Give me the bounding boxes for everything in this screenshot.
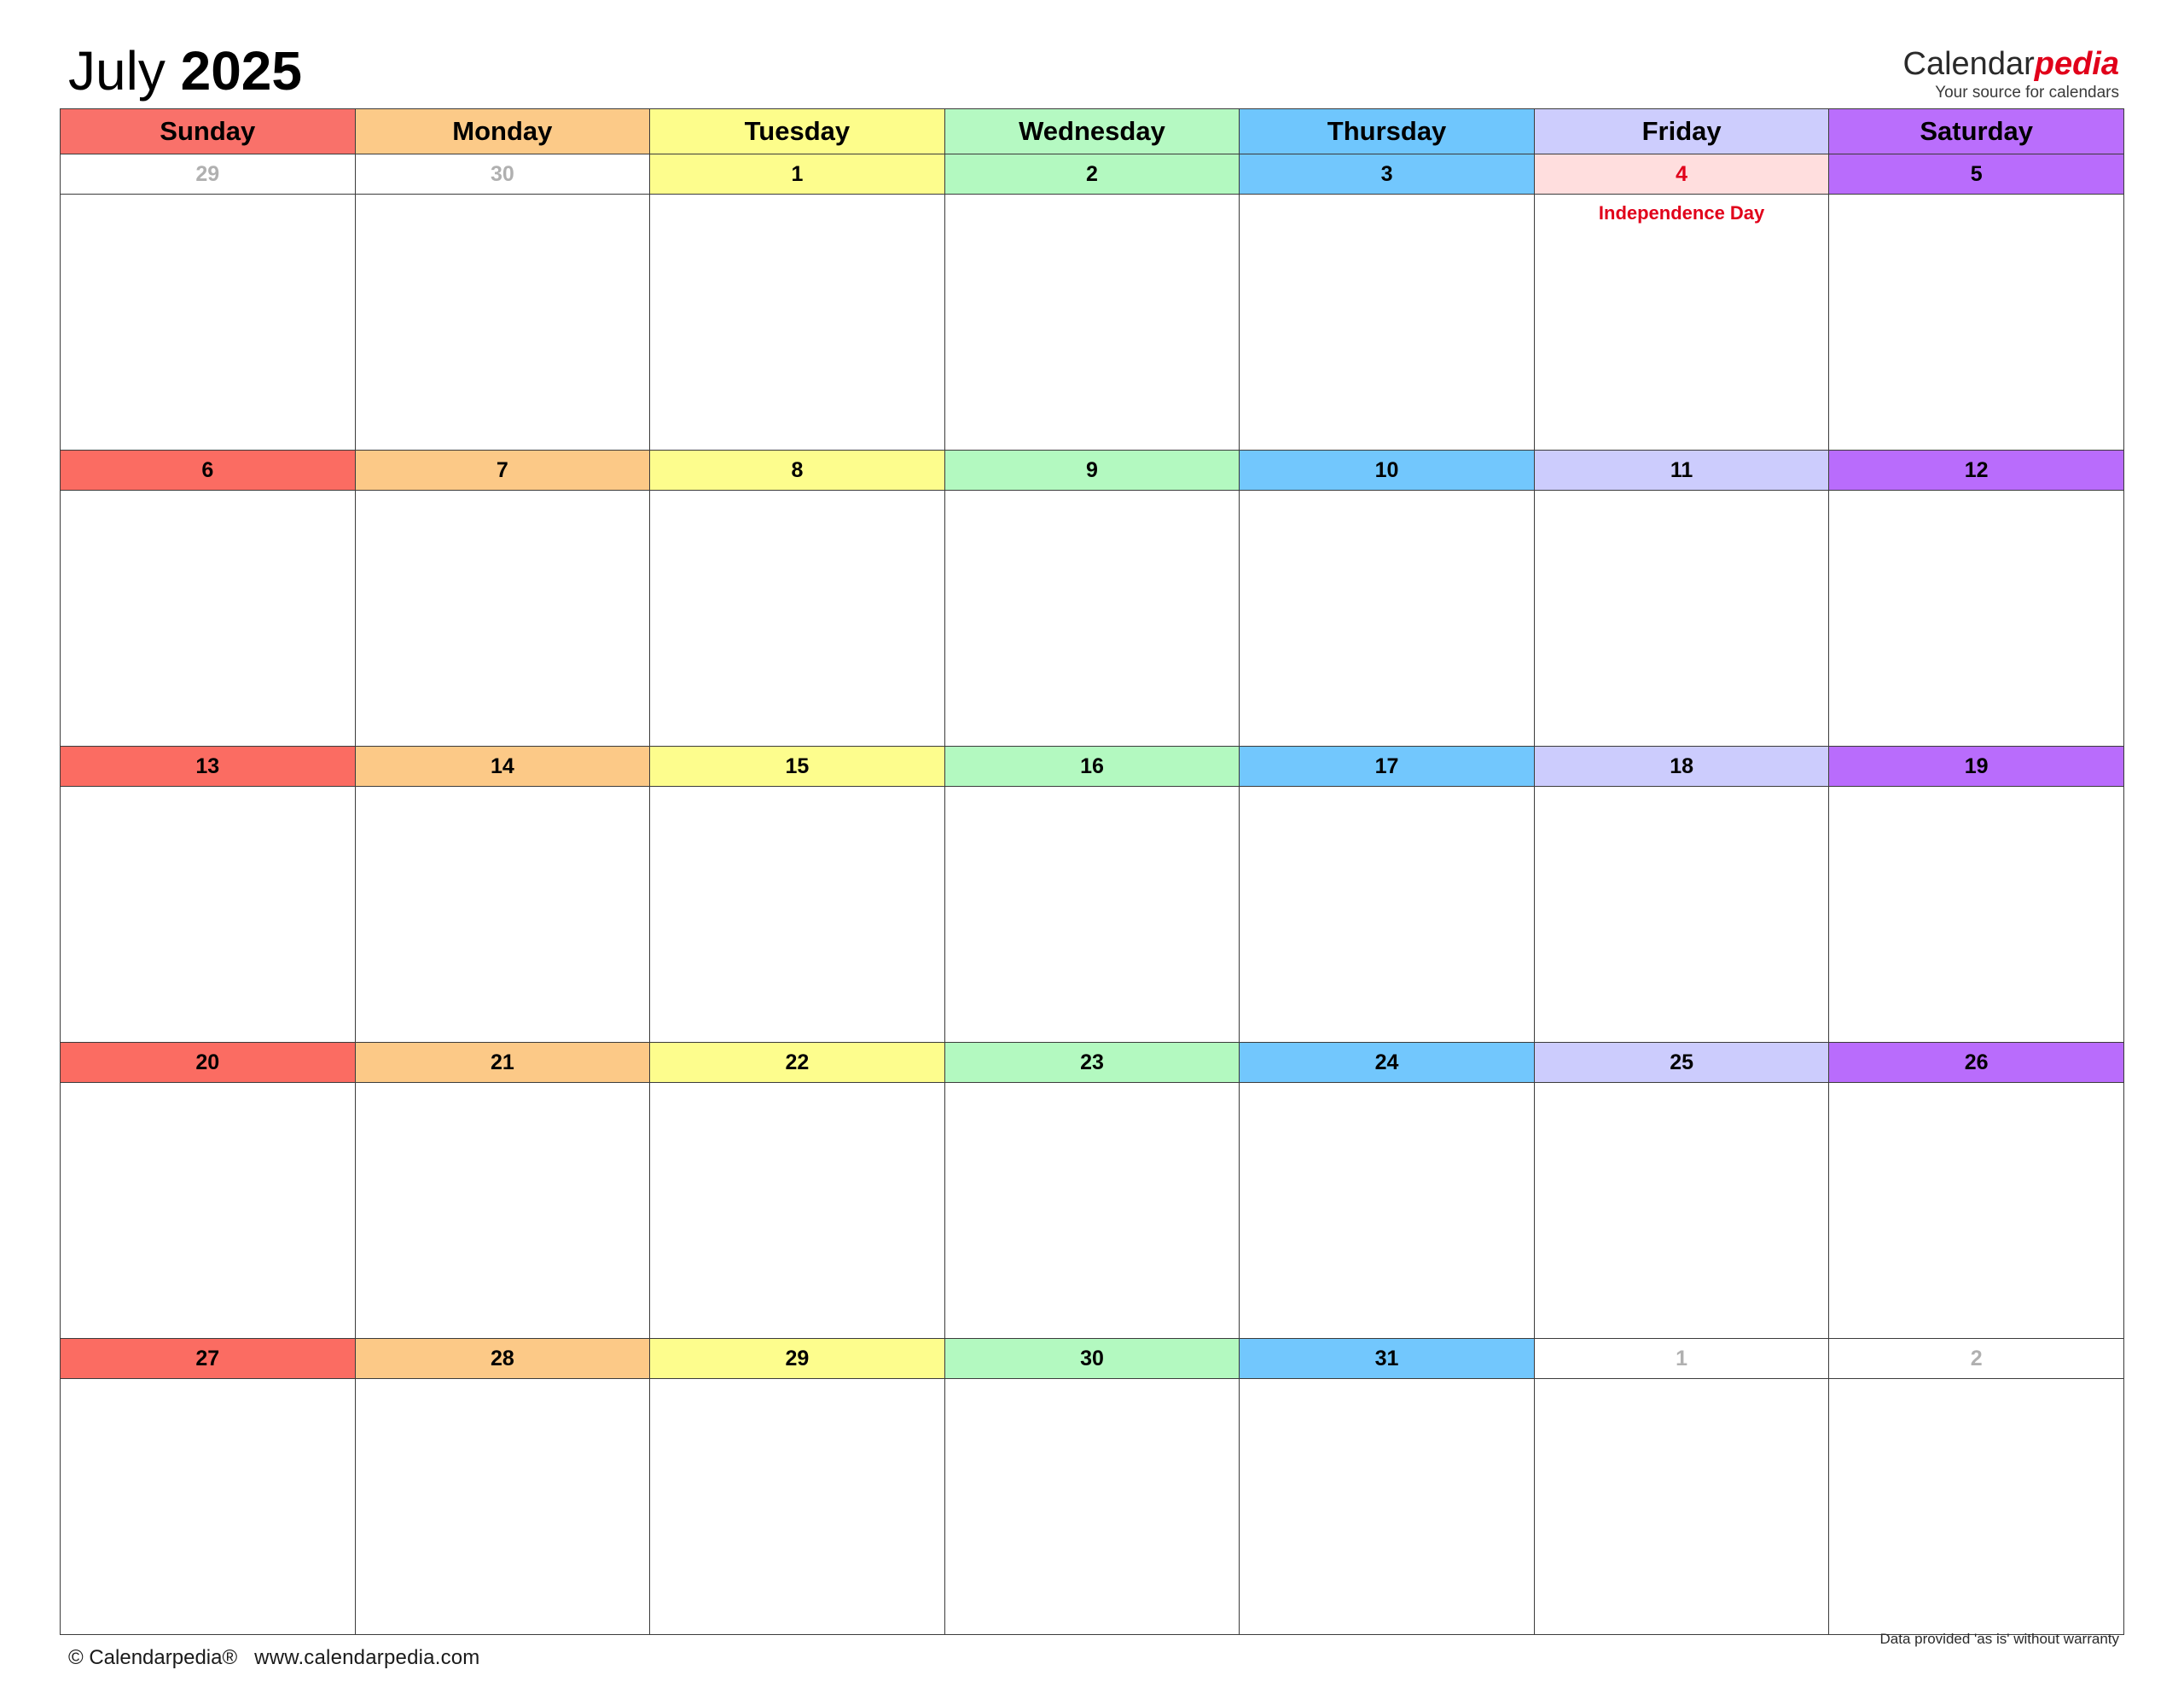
website-link[interactable]: www.calendarpedia.com	[254, 1646, 480, 1669]
date-number-cell[interactable]: 1	[1534, 1338, 1829, 1378]
date-number-cell[interactable]: 12	[1829, 450, 2124, 490]
date-number-cell[interactable]: 16	[944, 746, 1240, 786]
date-number-cell[interactable]: 5	[1829, 154, 2124, 194]
copyright-label: © Calendarpedia®	[68, 1646, 238, 1669]
date-number-cell[interactable]: 29	[650, 1338, 945, 1378]
disclaimer-text: Data provided 'as is' without warranty	[1879, 1631, 2119, 1647]
day-content-cell[interactable]	[61, 1082, 356, 1338]
weekday-header-thursday: Thursday	[1240, 108, 1535, 154]
date-number-cell-holiday[interactable]: 4	[1534, 154, 1829, 194]
date-number-cell[interactable]: 8	[650, 450, 945, 490]
week-date-row	[61, 1042, 2124, 1082]
day-content-cell[interactable]	[650, 1378, 945, 1634]
day-content-cell[interactable]	[355, 490, 650, 746]
day-content-cell[interactable]	[1829, 194, 2124, 450]
brand-logo	[1903, 34, 2124, 104]
date-number-cell[interactable]: 14	[355, 746, 650, 786]
week-body-row	[61, 786, 2124, 1042]
weekday-header-wednesday: Wednesday	[944, 108, 1240, 154]
weekday-header-row	[61, 108, 2124, 154]
date-number-cell[interactable]: 17	[1240, 746, 1535, 786]
page-header	[60, 34, 2124, 108]
week-body-row	[61, 1082, 2124, 1338]
day-content-cell[interactable]	[650, 786, 945, 1042]
week-date-row	[61, 1338, 2124, 1378]
day-content-cell[interactable]	[1829, 490, 2124, 746]
day-content-cell[interactable]	[944, 194, 1240, 450]
day-content-cell[interactable]	[355, 1082, 650, 1338]
date-number-cell[interactable]: 26	[1829, 1042, 2124, 1082]
date-number-cell[interactable]: 15	[650, 746, 945, 786]
weekday-header-sunday: Sunday	[61, 108, 356, 154]
weekday-header-tuesday: Tuesday	[650, 108, 945, 154]
week-date-row	[61, 746, 2124, 786]
date-number-cell[interactable]: 10	[1240, 450, 1535, 490]
day-content-cell[interactable]	[61, 786, 356, 1042]
brand-name-primary: Calendar	[1902, 46, 2035, 82]
brand-tagline: Your source for calendars	[1935, 84, 2119, 102]
day-content-cell[interactable]	[944, 1378, 1240, 1634]
date-number-cell[interactable]: 9	[944, 450, 1240, 490]
day-content-cell[interactable]	[944, 786, 1240, 1042]
date-number-cell[interactable]: 30	[355, 154, 650, 194]
day-content-cell[interactable]	[1240, 490, 1535, 746]
date-number-cell[interactable]: 25	[1534, 1042, 1829, 1082]
week-date-row	[61, 154, 2124, 194]
weekday-header-saturday: Saturday	[1829, 108, 2124, 154]
week-date-row	[61, 450, 2124, 490]
page-title	[60, 34, 302, 101]
date-number-cell[interactable]: 1	[650, 154, 945, 194]
day-content-cell[interactable]	[1829, 1082, 2124, 1338]
day-content-cell[interactable]	[1534, 1082, 1829, 1338]
day-content-cell[interactable]	[944, 490, 1240, 746]
date-number-cell[interactable]: 22	[650, 1042, 945, 1082]
day-content-cell[interactable]	[1534, 490, 1829, 746]
date-number-cell[interactable]: 31	[1240, 1338, 1535, 1378]
week-body-row	[61, 1378, 2124, 1634]
day-content-cell[interactable]	[1534, 786, 1829, 1042]
day-content-cell[interactable]	[61, 1378, 356, 1634]
copyright-text	[68, 1646, 480, 1670]
day-content-cell[interactable]	[1534, 194, 1829, 450]
day-content-cell[interactable]	[1240, 1082, 1535, 1338]
date-number-cell[interactable]: 24	[1240, 1042, 1535, 1082]
day-content-cell[interactable]	[650, 194, 945, 450]
day-content-cell[interactable]	[355, 786, 650, 1042]
day-content-cell[interactable]	[650, 490, 945, 746]
title-month: July	[68, 40, 166, 102]
date-number-cell[interactable]: 11	[1534, 450, 1829, 490]
weekday-header-friday: Friday	[1534, 108, 1829, 154]
date-number-cell[interactable]: 27	[61, 1338, 356, 1378]
day-content-cell[interactable]	[1534, 1378, 1829, 1634]
date-number-cell[interactable]: 19	[1829, 746, 2124, 786]
date-number-cell[interactable]: 2	[1829, 1338, 2124, 1378]
day-content-cell[interactable]	[944, 1082, 1240, 1338]
week-body-row	[61, 194, 2124, 450]
day-content-cell[interactable]	[355, 194, 650, 450]
date-number-cell[interactable]: 23	[944, 1042, 1240, 1082]
date-number-cell[interactable]: 13	[61, 746, 356, 786]
weekday-header-monday: Monday	[355, 108, 650, 154]
day-content-cell[interactable]	[1240, 194, 1535, 450]
brand-name-accent: pedia	[2034, 46, 2119, 82]
event-label: Independence Day	[1598, 201, 1765, 224]
date-number-cell[interactable]: 6	[61, 450, 356, 490]
day-content-cell[interactable]	[1829, 1378, 2124, 1634]
date-number-cell[interactable]: 20	[61, 1042, 356, 1082]
day-content-cell[interactable]	[61, 490, 356, 746]
day-content-cell[interactable]	[650, 1082, 945, 1338]
day-content-cell[interactable]	[1240, 786, 1535, 1042]
date-number-cell[interactable]: 18	[1534, 746, 1829, 786]
date-number-cell[interactable]: 28	[355, 1338, 650, 1378]
calendar-table	[60, 108, 2124, 1635]
day-content-cell[interactable]	[1829, 786, 2124, 1042]
date-number-cell[interactable]: 3	[1240, 154, 1535, 194]
day-content-cell[interactable]	[1240, 1378, 1535, 1634]
date-number-cell[interactable]: 29	[61, 154, 356, 194]
date-number-cell[interactable]: 7	[355, 450, 650, 490]
day-content-cell[interactable]	[61, 194, 356, 450]
day-content-cell[interactable]	[355, 1378, 650, 1634]
week-body-row	[61, 490, 2124, 746]
page-footer	[60, 1631, 2124, 1673]
date-number-cell[interactable]: 2	[944, 154, 1240, 194]
date-number-cell[interactable]: 21	[355, 1042, 650, 1082]
brand-name	[1903, 46, 2119, 82]
date-number-cell[interactable]: 30	[944, 1338, 1240, 1378]
title-year: 2025	[180, 40, 302, 102]
